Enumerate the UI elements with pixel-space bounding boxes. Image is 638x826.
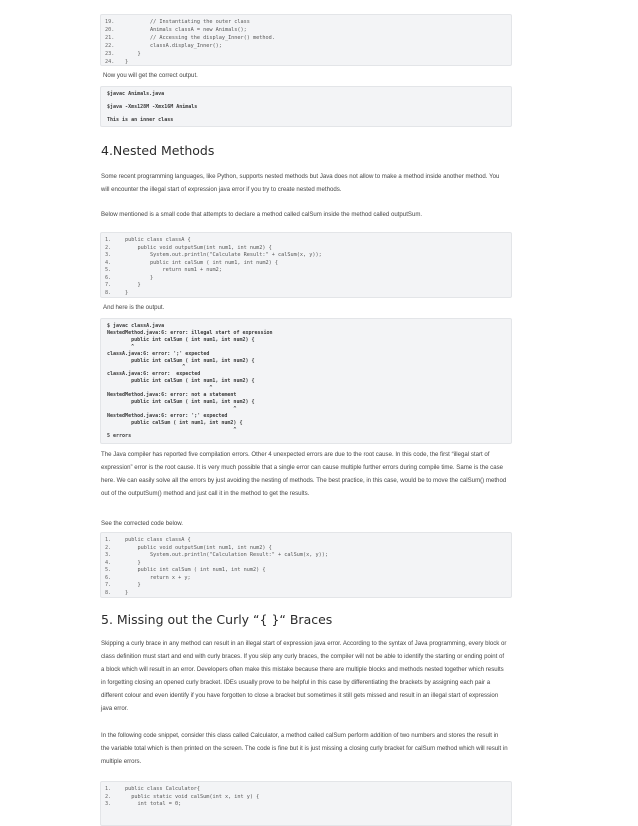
compiler-output-line: $ javac classA.java — [107, 323, 165, 329]
section-4-paragraph-4: See the corrected code below. — [101, 520, 183, 527]
line-number: 22. — [105, 43, 115, 49]
code-line: } — [125, 59, 129, 65]
code-line: return x + y; — [125, 574, 191, 581]
line-number: 2. — [105, 544, 112, 551]
compiler-output-line: public int calSum ( int num1, int num2) { — [107, 378, 255, 385]
code-line: // Instantiating the outer class — [125, 19, 250, 25]
code-line: } — [125, 282, 141, 288]
code-line: public class classA { — [125, 537, 191, 543]
cmd-line: $javac Animals.java — [107, 91, 165, 97]
compiler-output-line: NestedMethod.java:6: error: illegal start of expression — [107, 329, 273, 336]
code-line: } — [125, 289, 129, 296]
line-number: 7. — [105, 582, 112, 588]
line-number: 2. — [105, 793, 112, 800]
line-number: 21. — [105, 35, 115, 41]
cmd-line: This is an inner class — [107, 117, 174, 123]
code-line: System.out.println("Calculation Result:" + calSum(x, y)); — [125, 552, 329, 558]
line-number: 24. — [105, 59, 115, 65]
line-number: 2. — [105, 244, 112, 251]
section-5-paragraph-2: In the following code snippet, consider this class called Calculator, a method called calSum perform addition of two numbers and stores the result in the variable total which is then printed on the screen. The code is fine but it is just missing a closing curly bracket for calSum method which will result in multiple errors. — [101, 732, 508, 765]
code-line: int total = 0; — [125, 801, 182, 807]
code-line: public class Calculator{ — [125, 786, 200, 792]
line-number: 1. — [105, 786, 112, 792]
line-number: 7. — [105, 282, 112, 288]
compiler-output-box — [100, 318, 512, 444]
code-block-nested — [100, 232, 512, 298]
compiler-output-line: 5 errors — [107, 433, 132, 440]
line-number: 5. — [105, 567, 112, 573]
code-line: } — [125, 559, 141, 566]
compiler-output-line: NestedMethod.java:6: error: ';' expected — [107, 412, 228, 419]
section-4-paragraph-2: Below mentioned is a small code that attempts to declare a method called calSum inside the method called outputSum. — [101, 211, 423, 218]
code-line: public class classA { — [125, 237, 191, 243]
code-line: } — [125, 51, 141, 57]
code-line: public int calSum ( int num1, int num2) { — [125, 567, 266, 573]
line-number: 1. — [105, 237, 112, 243]
line-number: 5. — [105, 267, 112, 273]
section-5-heading: 5. Missing out the Curly “{ }“ Braces — [101, 612, 333, 627]
line-number: 6. — [105, 574, 112, 581]
code-block-top — [100, 14, 512, 66]
code-line: public void outputSum(int num1, int num2) { — [125, 244, 272, 251]
line-number: 3. — [105, 552, 112, 558]
compiler-output-line: public calSum ( int num1, int num2) { — [107, 419, 243, 426]
compiler-output-line: ^ — [107, 385, 213, 392]
cmd-line: $java -Xms128M -Xmx16M Animals — [107, 104, 198, 110]
line-number: 8. — [105, 289, 112, 296]
compiler-output-line: ^ — [107, 426, 237, 433]
line-number: 19. — [105, 19, 115, 25]
section-5-paragraph-1: Skipping a curly brace in any method can result in an illegal start of expression java error. According to the syntax of Java programming, every block or class definition must start and end with curly braces. If you skip any curly braces, the compiler will not be able to identify the starting or ending point of a block which will result in an error. Developers often make this mistake because there are multiple blocks and methods nested together which results in forgetting closing an opened curly bracket. IDEs usually prove to be helpful in this case by differentiating the brackets by assigning each pair a different colour and even identify if you have forgotten to close a bracket but sometimes it still gets missed and result in an illegal start of expression java error. — [101, 640, 507, 712]
code-line: classA.display_Inner(); — [125, 43, 222, 49]
compiler-output-line: public int calSum ( int num1, int num2) { — [107, 336, 255, 343]
compiler-output-line: ^ — [107, 343, 135, 350]
line-number: 3. — [105, 252, 112, 258]
paragraph-correct-output: Now you will get the correct output. — [103, 72, 198, 79]
code-line: } — [125, 582, 141, 588]
code-line: Animals classA = new Animals(); — [125, 27, 247, 33]
line-number: 4. — [105, 559, 112, 566]
line-number: 6. — [105, 274, 112, 281]
line-number: 4. — [105, 259, 112, 266]
line-number: 23. — [105, 51, 115, 57]
line-number: 1. — [105, 537, 112, 543]
code-line: System.out.println("Calculate Result:" + calSum(x, y)); — [125, 252, 322, 258]
output-intro: And here is the output. — [103, 304, 165, 311]
compiler-output-line: NestedMethod.java:6: error: not a statement — [107, 392, 237, 398]
code-line: // Accessing the display_Inner() method. — [125, 35, 275, 41]
section-4-paragraph-3: The Java compiler has reported five compilation errors. Other 4 unexpected errors are due to the root cause. In this code, the first “illegal start of expression” error is the root cause. It is very much possible that a single error can cause multiple further errors during compile time. Same is the case here. We can easily solve all the errors by just avoiding the nesting of methods. The best practice, in this case, would be to move the calSum() method out of the outputSum() method and just call it in the method to get the results. — [101, 451, 507, 497]
line-number: 20. — [105, 27, 115, 33]
code-line: public static void calSum(int x, int y) { — [125, 793, 260, 800]
code-line: return num1 + num2; — [125, 267, 222, 273]
line-number: 3. — [105, 801, 112, 807]
compiler-output-line: classA.java:6: error: ';' expected — [107, 350, 210, 357]
code-block-corrected — [100, 532, 512, 598]
code-line: public void outputSum(int num1, int num2) { — [125, 544, 272, 551]
compiler-output-line: ^ — [107, 405, 237, 412]
section-4-heading: 4.Nested Methods — [101, 143, 215, 158]
command-output-box — [100, 86, 512, 127]
compiler-output-line: ^ — [107, 364, 186, 371]
compiler-output-line: classA.java:6: error: expected — [107, 371, 201, 378]
code-line: public int calSum ( int num1, int num2) { — [125, 259, 279, 266]
compiler-output-line: public int calSum ( int num1, int num2) { — [107, 357, 255, 364]
line-number: 8. — [105, 589, 112, 596]
code-line: } — [125, 274, 154, 281]
section-4-paragraph-1: Some recent programming languages, like Python, supports nested methods but Java does not allow to make a method inside another method. You will encounter the illegal start of expression java error if you try to create nested methods. — [101, 173, 500, 193]
compiler-output-line: public int calSum ( int num1, int num2) { — [107, 398, 255, 405]
code-block-calculator — [100, 781, 512, 826]
code-line: } — [125, 589, 129, 596]
